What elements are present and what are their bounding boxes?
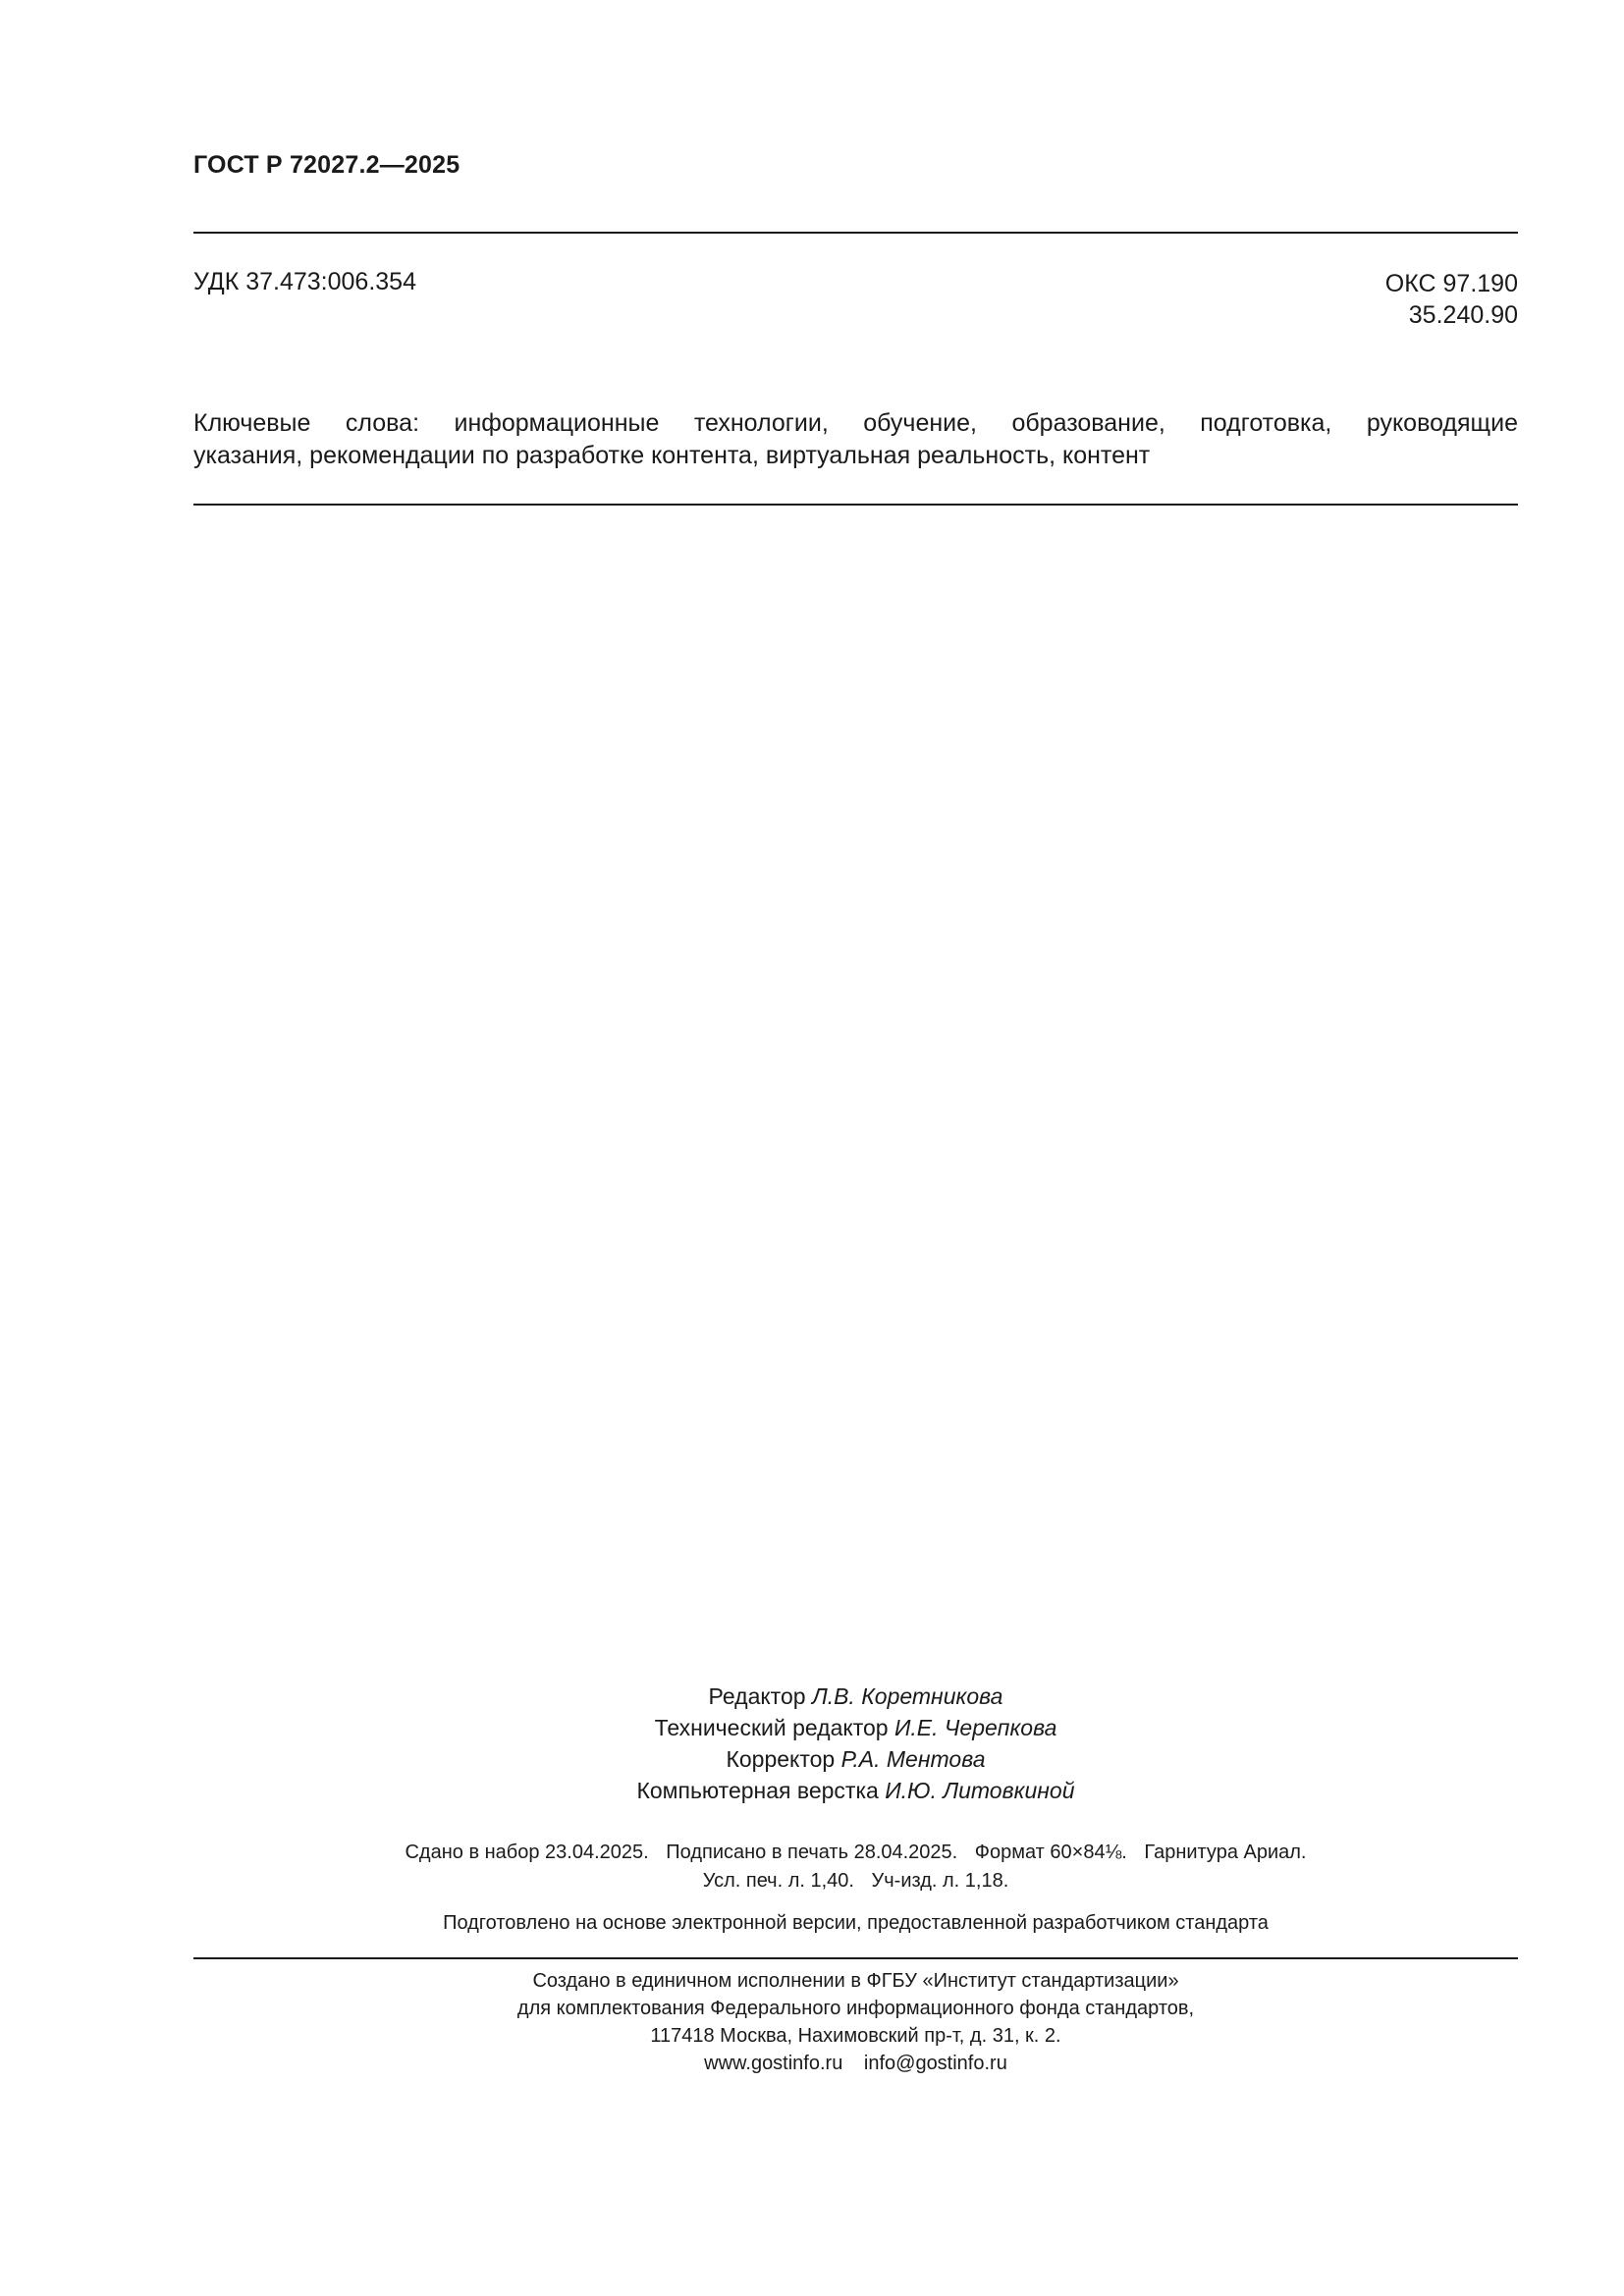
- tech-editor-line: [193, 1712, 1518, 1743]
- signed-date: Подписано в печать 28.04.2025.: [666, 1842, 958, 1863]
- keywords-divider: [193, 504, 1518, 506]
- layout-name: И.Ю. Литовкиной: [885, 1778, 1075, 1803]
- document-code: ГОСТ Р 72027.2—2025: [193, 151, 460, 179]
- editor-name: Л.В. Коретникова: [811, 1683, 1003, 1709]
- publisher-line-2: для комплектования Федерального информационного фонда стандартов,: [516, 1998, 1195, 2019]
- tech-editor-name: И.Е. Черепкова: [893, 1715, 1057, 1740]
- top-divider: [193, 232, 1518, 234]
- publisher-address: 117418 Москва, Нахимовский пр-т, д. 31, к. 2.: [650, 2025, 1061, 2047]
- email-link[interactable]: info@gostinfo.ru: [863, 2053, 1007, 2074]
- print-sheets: Усл. печ. л. 1,40.: [702, 1870, 854, 1892]
- udk-code: УДК 37.473:006.354: [193, 268, 416, 295]
- editor-line: [193, 1681, 1518, 1712]
- publisher-line-1: Создано в единичном исполнении в ФГБУ «Институт стандартизации»: [532, 1970, 1179, 1992]
- website-link[interactable]: www.gostinfo.ru: [704, 2053, 843, 2074]
- prepared-note: Подготовлено на основе электронной версии, предоставленной разработчиком стандарта: [443, 1912, 1269, 1934]
- oks-codes: [1385, 268, 1518, 331]
- publishing-sheets: Уч-изд. л. 1,18.: [871, 1870, 1009, 1892]
- publisher-contacts: [193, 2050, 1518, 2077]
- keywords-line-2: указания, рекомендации по разработке контента, виртуальная реальность, контент: [193, 442, 1151, 469]
- typeset-date: Сдано в набор 23.04.2025.: [405, 1842, 649, 1863]
- corrector-role: Корректор: [726, 1746, 841, 1772]
- layout-role: Компьютерная верстка: [636, 1778, 886, 1803]
- keywords-block: [193, 407, 1518, 472]
- tech-editor-role: Технический редактор: [654, 1715, 894, 1740]
- bottom-divider: [193, 1957, 1518, 1959]
- corrector-name: Р.А. Ментова: [840, 1746, 986, 1772]
- editorial-staff: [193, 1681, 1518, 1806]
- typeface: Гарнитура Ариал.: [1144, 1842, 1307, 1863]
- print-info-line-1: [193, 1839, 1518, 1867]
- oks-code-secondary: 35.240.90: [1408, 301, 1518, 329]
- corrector-line: [193, 1743, 1518, 1775]
- layout-line: [193, 1775, 1518, 1806]
- keywords-line-1: Ключевые слова: информационные технологии, обучение, образование, подготовка, руководящие: [193, 409, 1518, 437]
- publisher-info: [193, 1967, 1518, 2077]
- editor-role: Редактор: [708, 1683, 812, 1709]
- print-info: [193, 1839, 1518, 1896]
- print-info-line-2: [193, 1867, 1518, 1896]
- paper-format: Формат 60×84⅛.: [974, 1842, 1127, 1863]
- oks-code-primary: ОКС 97.190: [1384, 270, 1518, 297]
